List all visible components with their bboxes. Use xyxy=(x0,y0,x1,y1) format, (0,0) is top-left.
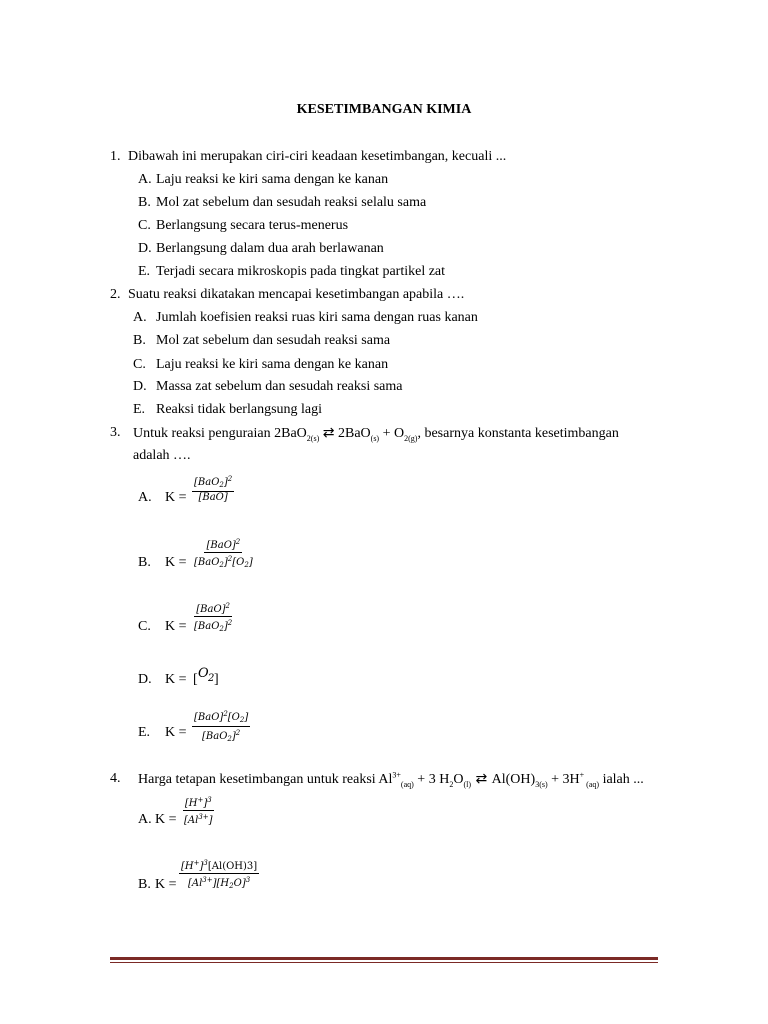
question-number: 4. xyxy=(110,771,121,786)
footer-divider-thick xyxy=(110,957,658,960)
state-sub: (s) xyxy=(370,433,380,443)
species-sub: 2 xyxy=(208,673,215,684)
fraction-4a: $\frac{[H^+]^3}{[Al^{3+}]}$ xyxy=(184,796,213,826)
text-post: ialah ... xyxy=(599,772,644,787)
question-text-line2: adalah …. xyxy=(133,448,191,463)
state-sub: (l) xyxy=(463,779,471,789)
equilibrium-arrow-icon: ⇄ xyxy=(322,425,335,441)
option-letter: B. xyxy=(133,333,146,348)
text-pre: Untuk reaksi penguraian 2BaO xyxy=(133,426,307,441)
option-letter: C. xyxy=(138,218,151,233)
option-letter: D. xyxy=(133,379,147,394)
fraction-4b: $\frac{[H^+]^3[Al(OH)3]}{[Al^{3+}][H_2O]^3}$ xyxy=(181,859,258,890)
option-text: Mol zat sebelum dan sesudah reaksi sama xyxy=(156,333,391,348)
k-label: K = xyxy=(165,725,187,740)
text-pre: Harga tetapan kesetimbangan untuk reaksi Al xyxy=(138,772,393,787)
option-text: Berlangsung dalam dua arah berlawanan xyxy=(156,241,384,256)
fraction-e: $[BaO]^2[O_2]$ $[BaO_2]^2$ xyxy=(194,710,249,743)
text-part: + 3H xyxy=(547,772,580,787)
option-letter: B. xyxy=(138,195,151,210)
footer-divider-thin xyxy=(110,962,658,963)
question-number: 2. xyxy=(110,287,121,302)
charge-sup: 3+ xyxy=(392,770,401,780)
text-part: O xyxy=(453,772,464,787)
state-sub: (aq) xyxy=(584,779,600,789)
option-text: Laju reaksi ke kiri sama dengan ke kanan xyxy=(156,357,389,372)
species-o: O xyxy=(198,666,209,681)
option-text: Massa zat sebelum dan sesudah reaksi sama xyxy=(156,379,403,394)
k-label: K = xyxy=(165,555,187,570)
state-sub: 2(s) xyxy=(306,433,320,443)
page-title: KESETIMBANGAN KIMIA xyxy=(296,102,472,117)
question-text: Suatu reaksi dikatakan mencapai kesetimbangan apabila …. xyxy=(128,287,465,302)
k-label: K = xyxy=(165,619,187,634)
k-label: K = xyxy=(165,490,187,505)
state-sub: 2(g) xyxy=(404,433,418,443)
plus-text: + O xyxy=(382,426,405,441)
fraction-a: $[BaO_2]^2$ [BaO] xyxy=(194,475,233,503)
option-letter: B. xyxy=(138,877,151,892)
count-sub: 2 xyxy=(449,779,454,789)
option-letter: B. xyxy=(138,555,151,570)
fraction-b: [BaO]$^2$ $[BaO_2]^2[O_2]$ xyxy=(194,538,253,569)
option-letter: D. xyxy=(138,672,152,687)
option-text: Terjadi secara mikroskopis pada tingkat partikel zat xyxy=(156,264,446,279)
bracket-open: [ xyxy=(193,672,198,687)
question-text xyxy=(133,425,658,442)
option-text: Mol zat sebelum dan sesudah reaksi selalu sama xyxy=(156,195,427,210)
option-letter: C. xyxy=(138,619,151,634)
option-text: Jumlah koefisien reaksi ruas kiri sama dengan ruas kanan xyxy=(156,310,478,325)
k-label: K = xyxy=(165,672,187,687)
option-letter: E. xyxy=(133,402,146,417)
option-letter: A. xyxy=(138,172,152,187)
option-text: Laju reaksi ke kiri sama dengan ke kanan xyxy=(156,172,389,187)
text-post: , besarnya konstanta kesetimbangan xyxy=(417,426,619,441)
option-letter: D. xyxy=(138,241,152,256)
option-letter: A. xyxy=(133,310,147,325)
option-letter: C. xyxy=(133,357,146,372)
option-letter: A. xyxy=(138,812,152,827)
text-part: + 3 H xyxy=(413,772,450,787)
charge-sup: + xyxy=(579,770,585,780)
product-text: 2BaO xyxy=(337,426,371,441)
equilibrium-arrow-icon: ⇄ xyxy=(471,771,492,787)
option-text: Reaksi tidak berlangsung lagi xyxy=(156,402,323,417)
question-text xyxy=(138,771,644,788)
option-letter: A. xyxy=(138,490,152,505)
question-number: 3. xyxy=(110,425,121,440)
state-sub: 3(s) xyxy=(535,779,548,789)
option-letter: E. xyxy=(138,725,151,740)
text-part: Al(OH) xyxy=(491,772,536,787)
bracket-close: ] xyxy=(214,672,219,687)
equation-part xyxy=(133,425,619,442)
option-letter: E. xyxy=(138,264,151,279)
option-text: Berlangsung secara terus-menerus xyxy=(156,218,349,233)
fraction-c: [BaO]$^2$ $[BaO_2]^2$ xyxy=(194,602,233,633)
state-sub: (aq) xyxy=(400,779,414,789)
k-label: K = xyxy=(155,877,177,892)
question-number: 1. xyxy=(110,149,121,164)
question-text: Dibawah ini merupakan ciri-ciri keadaan kesetimbangan, kecuali ... xyxy=(128,149,507,164)
k-label: K = xyxy=(155,812,177,827)
